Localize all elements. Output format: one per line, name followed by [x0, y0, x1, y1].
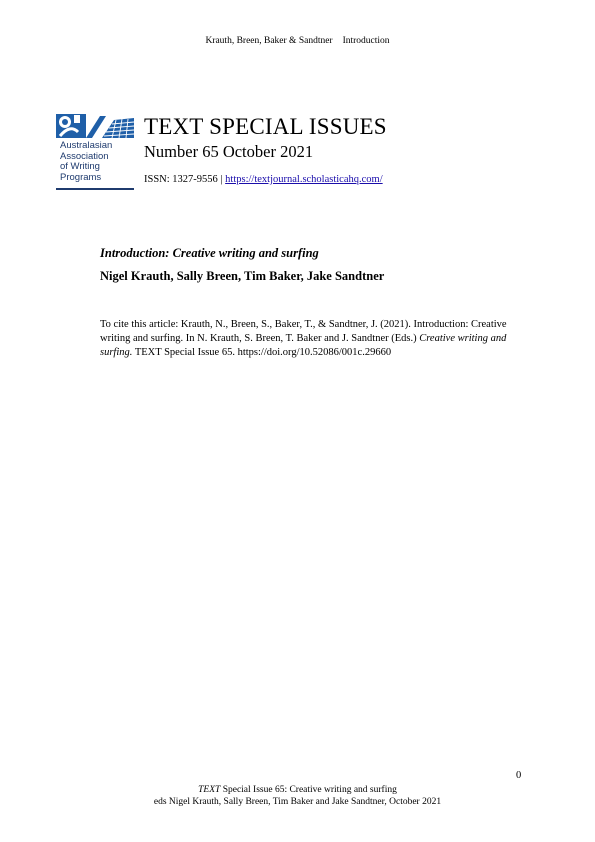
article-authors: Nigel Krauth, Sally Breen, Tim Baker, Jake Sandtner	[100, 269, 385, 283]
logo-line-4: Programs	[60, 171, 102, 183]
logo-graphic-icon	[56, 112, 134, 140]
logo-line-3: of Writing	[60, 161, 100, 172]
logo-text	[60, 141, 112, 183]
issn-line	[144, 174, 383, 185]
footer-line-2: eds Nigel Krauth, Sally Breen, Tim Baker and Jake Sandtner, October 2021	[153, 797, 442, 807]
logo-line-2: Association	[60, 150, 109, 162]
citation-part-2: TEXT Special Issue 65. https://doi.org/10.52086/001c.29660	[132, 347, 392, 358]
logo-underline	[56, 188, 134, 190]
journal-title: TEXT SPECIAL ISSUES	[144, 114, 387, 139]
header-section: Introduction	[342, 36, 390, 46]
issn-text: ISSN: 1327-9556 |	[144, 174, 226, 185]
aawp-logo	[56, 112, 134, 190]
journal-url-link[interactable]: https://textjournal.scholasticahq.com/	[225, 174, 383, 185]
footer-line-1	[0, 784, 595, 796]
article-title: Introduction: Creative writing and surfing	[100, 246, 319, 260]
citation-paragraph	[100, 318, 518, 360]
page-number: 0	[516, 770, 522, 781]
footer-issue-title: Special Issue 65: Creative writing and surfing	[220, 785, 397, 795]
citation-part-1: To cite this article: Krauth, N., Breen, S., Baker, T., & Sandtner, J. (2021). Introduction: Creative writing and surfing. In N. Krauth, S. Breen, T. Baker and J. Sandtner (Eds.)	[100, 319, 507, 344]
issue-line: Number 65 October 2021	[144, 142, 314, 161]
logo-line-1: Australasian	[60, 140, 113, 151]
running-header	[0, 36, 595, 46]
citation-italic-title: Creative writing and surfing.	[100, 333, 507, 358]
footer-text-italic: TEXT	[198, 785, 221, 795]
running-footer	[0, 784, 595, 808]
header-authors: Krauth, Breen, Baker & Sandtner	[205, 36, 333, 46]
